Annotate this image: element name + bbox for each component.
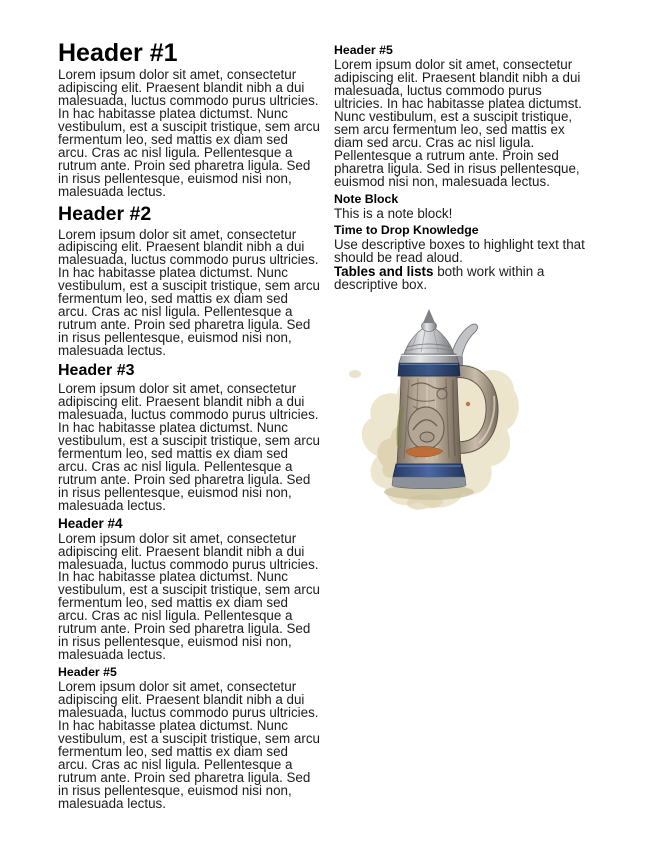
lorem-paragraph: Lorem ipsum dolor sit amet, consectetur adipiscing elit. Praesent blandit nibh a dui malesuada, luctus commodo purus ultricies. In hac habitasse platea dictumst. Nunc vestibulum, est a suscipit tristique, sem arcu fermentum leo, sed mattis ex diam sed arcu. Cras ac nisl ligula. Pellentesque a rutrum ante. Proin sed pharetra ligula. Sed in risus pellentesque, euismod nisi non, malesuada lectus. xyxy=(58,67,320,199)
tables-lists-rest: both work within a descriptive box. xyxy=(334,264,545,293)
note-block-text: This is a note block! xyxy=(334,205,453,221)
stein-body xyxy=(397,376,461,464)
heading-2: Header #2 xyxy=(58,202,152,225)
section-header-1 xyxy=(58,40,321,199)
section-header-3 xyxy=(58,363,321,513)
beer-stein-figure xyxy=(347,306,519,516)
heading-5: Header #5 xyxy=(334,43,393,57)
lorem-paragraph: Lorem ipsum dolor sit amet, consectetur adipiscing elit. Praesent blandit nibh a dui malesuada, luctus commodo purus ultricies. In hac habitasse platea dictumst. Nunc vestibulum, est a suscipit tristique, sem arcu fermentum leo, sed mattis ex diam sed arcu. Cras ac nisl ligula. Pellentesque a rutrum ante. Proin sed pharetra ligula. Sed in risus pellentesque, euismod nisi non, malesuada lectus. xyxy=(58,530,320,663)
right-column xyxy=(334,40,592,516)
heading-5: Header #5 xyxy=(58,665,117,680)
lorem-paragraph: Lorem ipsum dolor sit amet, consectetur adipiscing elit. Praesent blandit nibh a dui malesuada, luctus commodo purus ultricies. In hac habitasse platea dictumst. Nunc vestibulum, est a suscipit tristique, sem arcu fermentum leo, sed mattis ex diam sed arcu. Cras ac nisl ligula. Pellentesque a rutrum ante. Proin sed pharetra ligula. Sed in risus pellentesque, euismod nisi non, malesuada lectus. xyxy=(58,226,320,359)
tables-lists-bold: Tables and lists xyxy=(334,264,434,280)
heading-4: Header #4 xyxy=(58,515,123,531)
heading-3: Header #3 xyxy=(58,362,135,380)
section-header-2 xyxy=(58,202,321,359)
drop-knowledge-heading: Time to Drop Knowledge xyxy=(334,223,479,238)
tables-lists-text xyxy=(334,266,592,292)
section-header-5-left xyxy=(58,666,321,811)
lorem-paragraph: Lorem ipsum dolor sit amet, consectetur adipiscing elit. Praesent blandit nibh a dui malesuada, luctus commodo purus ultricies. In hac habitasse platea dictumst. Nunc vestibulum, est a suscipit tristique, sem arcu fermentum leo, sed mattis ex diam sed arcu. Cras ac nisl ligula. Pellentesque a rutrum ante. Proin sed pharetra ligula. Sed in risus pellentesque, euismod nisi non, malesuada lectus. xyxy=(334,57,582,189)
drop-knowledge-text: Use descriptive boxes to highlight text that should be read aloud. xyxy=(334,237,585,266)
section-header-4 xyxy=(58,517,321,663)
stein-lid xyxy=(398,309,460,376)
left-column xyxy=(58,40,321,812)
beer-stein-illustration xyxy=(347,306,519,516)
stein-base xyxy=(392,464,466,489)
note-block-heading: Note Block xyxy=(334,191,399,206)
section-header-5-right xyxy=(334,44,592,189)
heading-1: Header #1 xyxy=(58,39,178,67)
lorem-paragraph: Lorem ipsum dolor sit amet, consectetur adipiscing elit. Praesent blandit nibh a dui malesuada, luctus commodo purus ultricies. In hac habitasse platea dictumst. Nunc vestibulum, est a suscipit tristique, sem arcu fermentum leo, sed mattis ex diam sed arcu. Cras ac nisl ligula. Pellentesque a rutrum ante. Proin sed pharetra ligula. Sed in risus pellentesque, euismod nisi non, malesuada lectus. xyxy=(58,679,320,811)
lorem-paragraph: Lorem ipsum dolor sit amet, consectetur adipiscing elit. Praesent blandit nibh a dui malesuada, luctus commodo purus ultricies. In hac habitasse platea dictumst. Nunc vestibulum, est a suscipit tristique, sem arcu fermentum leo, sed mattis ex diam sed arcu. Cras ac nisl ligula. Pellentesque a rutrum ante. Proin sed pharetra ligula. Sed in risus pellentesque, euismod nisi non, malesuada lectus. xyxy=(58,381,320,513)
